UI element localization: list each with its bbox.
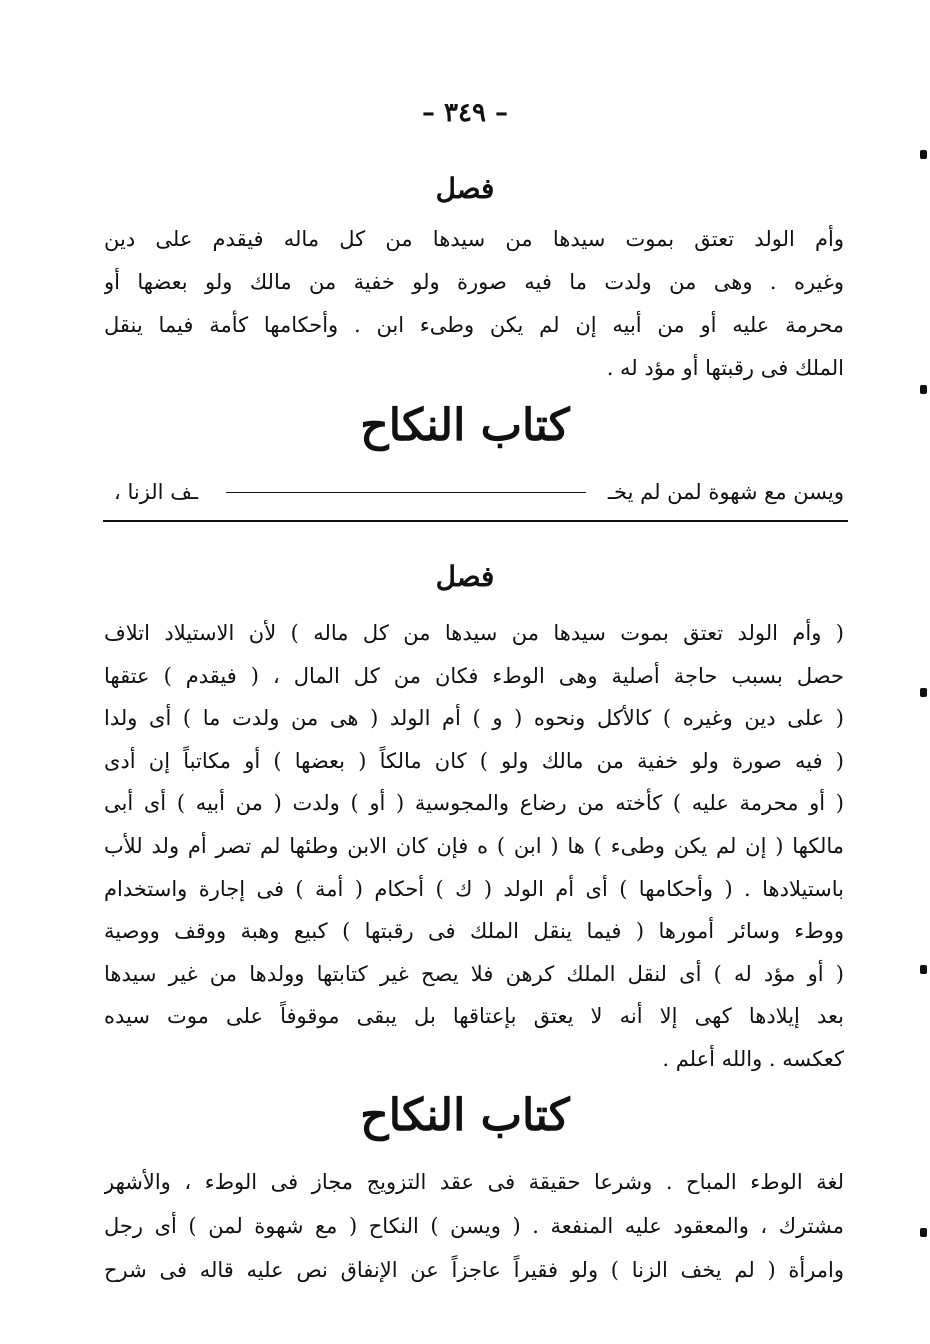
text-line: ( وأم الولد تعتق بموت سيدها من سيدها من كل ماله ) لأن الاستيلاد اتلاف bbox=[104, 621, 844, 645]
text-line: ووطء وسائر أمورها ( فيما ينقل الملك فى رقبتها ) كبيع وهبة ووقف ووصية bbox=[104, 919, 844, 944]
scan-mark bbox=[920, 1228, 927, 1237]
scan-mark bbox=[920, 688, 927, 697]
text-line: باستيلادها . ( وأحكامها ) أى أم الولد ( ك ) أحكام ( أمة ) فى إجارة واستخدام bbox=[104, 876, 844, 901]
text-line: محرمة عليه أو من أبيه إن لم يكن وطىء ابن . وأحكامها كأمة فيما ينقل bbox=[104, 313, 844, 337]
text-line: ( على دين وغيره ) كالأكل ونحوه ( و ) أم الولد ( هى من ولدت ما ) أى ولدا bbox=[104, 706, 844, 731]
text-line: وأم الولد تعتق بموت سيدها من سيدها من كل ماله فيقدم على دين bbox=[104, 227, 844, 251]
text-line: لغة الوطء المباح . وشرعا حقيقة فى عقد التزويج مجاز فى الوطء ، والأشهر bbox=[104, 1170, 844, 1194]
page-number: – ٣٤٩ – bbox=[421, 98, 509, 128]
text-line: وامرأة ( لم يخف الزنا ) ولو فقيراً عاجزاً عن الإنفاق نص عليه قاله فى شرح bbox=[104, 1258, 844, 1282]
book-title-lower: كتاب النكاح bbox=[360, 1090, 570, 1141]
text-line: ( أو محرمة عليه ) كأخته من رضاع والمجوسية ( أو ) ولدت ( من أبيه ) أى أبى bbox=[104, 791, 844, 816]
text-line: ( أو مؤد له ) أى لنقل الملك كرهن فلا يصح غير كتابتها وولدها من غير سيدها bbox=[104, 961, 844, 986]
matn-paragraph bbox=[104, 218, 844, 390]
separator-rule bbox=[103, 520, 848, 522]
text-line: بعد إيلادها كهى إلا أنه لا يعتق بإعتاقها بل يبقى موقوفاً على موت سيده bbox=[104, 1004, 844, 1029]
sharh-paragraph-nikah bbox=[104, 1160, 844, 1292]
excerpt-lead: ويسن مع شهوة لمن لم يخـ bbox=[607, 480, 844, 504]
text-line: حصل بسبب حاجة أصلية وهى الوطء فكان من كل المال ، ( فيقدم ) عتقها bbox=[104, 663, 844, 688]
text-line: الملك فى رقبتها أو مؤد له . bbox=[606, 356, 844, 380]
section-heading-upper: فصل bbox=[435, 172, 495, 205]
excerpt-trail: ـف الزنا ، bbox=[114, 480, 199, 504]
text-line: وغيره . وهى من ولدت ما فيه صورة ولو خفية من مالك ولو بعضها أو bbox=[104, 270, 844, 294]
scan-mark bbox=[920, 965, 927, 974]
text-line: كعكسه . والله أعلم . bbox=[662, 1046, 844, 1071]
text-line: مالكها ( إن لم يكن وطىء ) ها ( ابن ) ه فإن كان الابن وطئها لم تصر أم ولد للأب bbox=[104, 833, 844, 858]
book-title-upper: كتاب النكاح bbox=[360, 400, 570, 451]
excerpt-dash bbox=[226, 492, 586, 493]
text-line: ( فيه صورة ولو خفية من مالك ولو ) كان مالكاً ( بعضها ) أو مكاتباً إن أدى bbox=[104, 748, 844, 773]
scan-mark bbox=[920, 385, 927, 394]
scan-mark bbox=[920, 150, 927, 159]
matn-excerpt bbox=[104, 470, 844, 514]
section-heading-lower: فصل bbox=[435, 560, 495, 593]
sharh-paragraph bbox=[104, 612, 844, 1081]
text-line: مشترك ، والمعقود عليه المنفعة . ( ويسن ) النكاح ( مع شهوة لمن ) أى رجل bbox=[104, 1214, 844, 1238]
